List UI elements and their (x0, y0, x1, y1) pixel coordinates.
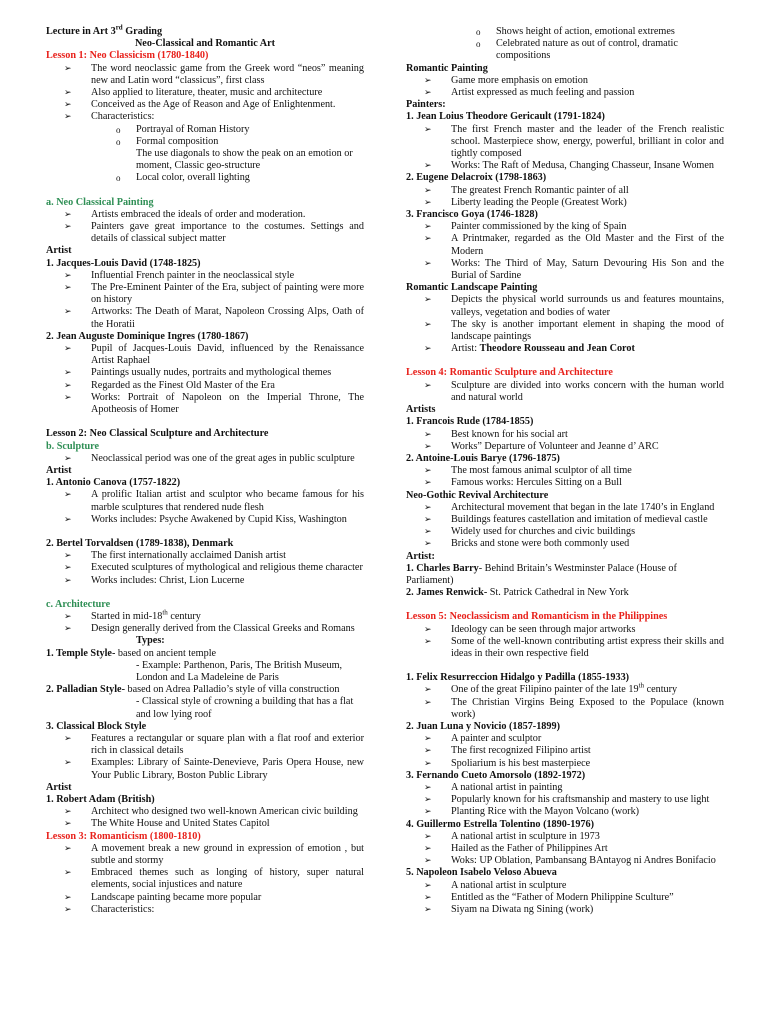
text-run: 1. Francois Rude (1784-1855) (406, 416, 534, 428)
bullet-item (46, 867, 364, 891)
subheading (46, 465, 364, 477)
bullet-item (46, 514, 364, 526)
bullet-item (406, 538, 724, 550)
text-run: Executed sculptures of mythological and religious theme character (91, 562, 363, 574)
left-column (46, 23, 364, 916)
text-run: Started in mid-18 (91, 610, 163, 622)
spacer (406, 355, 724, 367)
subheading (406, 209, 724, 221)
bullet-item (46, 63, 364, 87)
text-run: 5. Napoleon Isabelo Veloso Abueva (406, 867, 557, 879)
subheading (406, 172, 724, 184)
text-run: Romantic Painting (406, 62, 488, 74)
text-run: Characteristics: (91, 903, 155, 915)
spacer (406, 599, 724, 611)
text-run: 2. Bertel Torvaldsen (1789-1838), Denmark (46, 537, 234, 549)
spacer (46, 416, 364, 428)
text-run: A movement break a new ground in expression of emotion , but subtle and stormy (91, 842, 364, 866)
text-run: Landscape painting became more popular (91, 891, 262, 903)
subheading (46, 23, 364, 38)
bullet-item (46, 623, 364, 635)
sub-bullet-item (46, 124, 364, 136)
bullet-item (406, 624, 724, 636)
bullet-item (406, 87, 724, 99)
bullet-item (406, 465, 724, 477)
text-run: A painter and sculptor (451, 733, 542, 745)
text-run: Also applied to literature, theater, music and architecture (91, 87, 323, 99)
text-run: Lesson 4: Romantic Sculpture and Architecture (406, 367, 613, 379)
text-run: Embraced themes such as longing of history, super natural elements, social injustices and nature (91, 867, 364, 891)
bullet-item (46, 282, 364, 306)
text-run: Architectural movement that began in the late 1740’s in England (451, 501, 715, 513)
bullet-item (406, 904, 724, 916)
text-run: Formal composition (136, 135, 219, 147)
text-run: Bricks and stone were both commonly used (451, 538, 630, 550)
sub-bullet-item (406, 26, 724, 38)
text-run: 3. Fernando Cueto Amorsolo (1892-1972) (406, 769, 586, 781)
continuation-text (46, 148, 364, 172)
text-run: a. Neo Classical Painting (46, 196, 154, 208)
bullet-item (46, 99, 364, 111)
bullet-item (46, 818, 364, 830)
bullet-item (46, 221, 364, 245)
bullet-item (406, 75, 724, 87)
text-run: b. Sculpture (46, 440, 100, 452)
bullet-item (406, 221, 724, 233)
text-run: Influential French painter in the neoclassical style (91, 269, 295, 281)
text-run: Works: The Raft of Medusa, Changing Chasseur, Insane Women (451, 160, 714, 172)
text-run: Artist (46, 781, 72, 793)
subheading (406, 63, 724, 75)
text-run: A prolific Italian artist and sculptor who became famous for his marble sculptures that rendered nude flesh (91, 489, 364, 513)
text-run: Lecture in Art 3 (46, 26, 116, 37)
bullet-item (46, 111, 364, 123)
text-run: 3. Classical Block Style (46, 720, 147, 732)
bullet-item (406, 794, 724, 806)
text-run: Artist: (406, 550, 435, 562)
text-run: Depicts the physical world surrounds us and features mountains, valleys, vegetation and bodies of water (451, 294, 724, 318)
bullet-item (406, 733, 724, 745)
subheading (46, 258, 364, 270)
subheading (46, 331, 364, 343)
text-run: Lesson 3: Romanticism (1800-1810) (46, 830, 201, 842)
text-run: century (167, 610, 201, 622)
bullet-item (406, 758, 724, 770)
text-run: Shows height of action, emotional extremes (496, 26, 675, 37)
text-run: The White House and United States Capitol (91, 818, 270, 830)
bullet-item (406, 636, 724, 660)
text-run: Siyam na Diwata ng Sining (work) (451, 904, 594, 916)
text-run: Conceived as the Age of Reason and Age of Enlightenment. (91, 99, 336, 111)
bullet-item (46, 87, 364, 99)
text-run: The Pre-Eminent Painter of the Era, subject of painting were more on history (91, 282, 364, 306)
bullet-item (406, 843, 724, 855)
text-run: Architect who designed two well-known American civic building (91, 806, 358, 818)
text-run: The sky is another important element in shaping the mood of landscape paintings (451, 318, 724, 343)
sub-bullet-item (46, 172, 364, 184)
text-run: Hailed as the Father of Philippines Art (451, 843, 608, 854)
bullet-item (406, 343, 724, 355)
bullet-item (406, 124, 724, 161)
bullet-item (406, 526, 724, 538)
text-run: - Example: Parthenon, Paris, The British Museum, London and La Madeleine de Paris (136, 659, 343, 683)
text-run: A Printmaker, regarded as the Old Master and the First of the Modern (451, 233, 724, 257)
bullet-item (406, 258, 724, 282)
subheading (406, 819, 724, 831)
bullet-item (46, 904, 364, 916)
bullet-item (46, 575, 364, 587)
text-run: The first internationally acclaimed Danish artist (91, 550, 286, 562)
text-run: A national artist in sculpture in 1973 (451, 830, 600, 842)
subheading (406, 111, 724, 123)
indented-text (46, 635, 364, 647)
text-run: Paintings usually nudes, portraits and mythological themes (91, 367, 332, 379)
text-run: St. Patrick Cathedral in New York (487, 587, 629, 599)
bullet-item (406, 477, 724, 489)
text-run: The Christian Virgins Being Exposed to the Populace (known work) (451, 696, 724, 720)
bullet-item (406, 892, 724, 904)
bullet-item (406, 697, 724, 721)
text-run: Artists embraced the ideals of order and moderation. (91, 208, 306, 220)
text-run: 1. Jean Loius Theodore Gericault (1791-1824) (406, 111, 605, 123)
subheading (46, 38, 364, 50)
text-run: Woks: UP Oblation, Pambansang BAntayog ni Andres Bonifacio (451, 855, 716, 867)
text-run: Buildings features castellation and imitation of medieval castle (451, 513, 708, 525)
text-run: Artist: (451, 343, 480, 355)
subheading (406, 770, 724, 782)
bullet-item (406, 294, 724, 318)
bullet-item (406, 880, 724, 892)
superscript: rd (115, 23, 123, 32)
subheading (46, 721, 364, 733)
text-run: Pupil of Jacques-Louis David, influenced by the Renaissance Artist Raphael (91, 343, 364, 367)
bullet-item (406, 745, 724, 757)
text-run: 4. Guillermo Estrella Tolentino (1890-1976) (406, 818, 594, 830)
bullet-item (406, 855, 724, 867)
bullet-item (46, 209, 364, 221)
bullet-item (406, 831, 724, 843)
text-run: - Behind Britain’s Westminster Palace (House of Parliament) (406, 562, 677, 586)
subheading (406, 416, 724, 428)
text-run: based on ancient temple (115, 647, 217, 659)
text-run: 2. Antoine-Louis Barye (1796-1875) (406, 452, 560, 464)
bullet-item (46, 608, 364, 623)
text-run: Artist (46, 464, 72, 476)
text-run: 1. Robert Adam (British) (46, 793, 155, 805)
text-run: Famous works: Hercules Sitting on a Bull (451, 477, 622, 489)
text-run: Artist (46, 245, 72, 257)
text-run: 3. Francisco Goya (1746-1828) (406, 209, 538, 221)
bullet-item (406, 681, 724, 696)
text-run: Neoclassical period was one of the great ages in public sculpture (91, 452, 355, 464)
bullet-item (46, 453, 364, 465)
bullet-item (406, 197, 724, 209)
subheading (406, 99, 724, 111)
text-run: Artists (406, 404, 436, 416)
text-run: Works includes: Christ, Lion Lucerne (91, 574, 245, 586)
text-run: A national artist in sculpture (451, 879, 567, 891)
text-run: Design generally derived from the Classical Greeks and Romans (91, 623, 355, 635)
subheading (46, 428, 364, 440)
subheading (406, 453, 724, 465)
bullet-item (406, 514, 724, 526)
text-run: A national artist in painting (451, 781, 563, 793)
text-run: Local color, overall lighting (136, 172, 250, 184)
subheading (46, 538, 364, 550)
lesson-heading (46, 831, 364, 843)
text-run: The word neoclassic game from the Greek word “neos” meaning new and Latin word “classicus”, first class (91, 62, 364, 86)
bullet-item (46, 343, 364, 367)
superscript: th (638, 681, 645, 690)
bullet-item (406, 319, 724, 343)
text-run: 1. Felix Resurreccion Hidalgo y Padilla (1855-1933) (406, 672, 630, 684)
text-run: Celebrated nature as out of control, dramatic compositions (496, 38, 678, 62)
lesson-heading (46, 50, 364, 62)
sub-bullet-item (46, 136, 364, 148)
text-run: Game more emphasis on emotion (451, 74, 588, 86)
section-heading (46, 599, 364, 611)
section-heading (46, 441, 364, 453)
text-run: Artist expressed as much feeling and passion (451, 87, 635, 99)
bullet-item (46, 380, 364, 392)
bullet-item (46, 843, 364, 867)
text-run: Lesson 1: Neo Classicism (1780-1840) (46, 50, 209, 62)
bullet-item (406, 185, 724, 197)
text-run: Liberty leading the People (Greatest Work) (451, 196, 627, 208)
text-run: Some of the well-known contributing artist express their skills and ideas in their own respective field (451, 635, 724, 659)
text-run: One of the great Filipino painter of the late 19 (451, 684, 639, 696)
text-run: Types: (136, 635, 165, 647)
indented-text (46, 696, 364, 720)
bullet-item (46, 550, 364, 562)
bold-text: 2. James Renwick- (406, 587, 488, 599)
subheading (46, 245, 364, 257)
bold-text: 1. Temple Style- (46, 647, 116, 659)
text-run: Works” Departure of Volunteer and Jeanne d’ ARC (451, 440, 659, 452)
text-run: 2. Eugene Delacroix (1798-1863) (406, 172, 547, 184)
right-column (406, 26, 724, 916)
text-run: Neo-Classical and Romantic Art (134, 38, 276, 50)
text-run: Planting Rice with the Mayon Volcano (work) (451, 806, 640, 818)
text-run: Features a rectangular or square plan with a flat roof and exterior rich in classical details (91, 732, 364, 757)
bullet-item (406, 806, 724, 818)
spacer (46, 587, 364, 599)
text-run: The use diagonals to show the peak on an emotion or moment, Classic geo-structure (136, 148, 353, 172)
text-run: Widely used for churches and civic buildings (451, 526, 636, 538)
text-run: Spoliarium is his best masterpiece (451, 757, 591, 769)
text-run: Ideology can be seen through major artworks (451, 623, 636, 635)
superscript: th (162, 608, 168, 617)
text-line (406, 587, 724, 599)
bullet-item (406, 429, 724, 441)
text-run: Examples: Library of Sainte-Denevieve, Paris Opera House, new Your Public Library, Boston Public Library (91, 757, 364, 781)
subheading (406, 282, 724, 294)
text-run: Painter commissioned by the king of Spain (451, 221, 627, 233)
lesson-heading (406, 367, 724, 379)
sub-bullet-item (406, 38, 724, 62)
spacer (46, 526, 364, 538)
text-run: Entitled as the “Father of Modern Philippine Sculture” (451, 891, 674, 903)
bold-text: 1. Charles Barry (406, 562, 479, 574)
text-run: Neo-Gothic Revival Architecture (406, 489, 549, 501)
spacer (406, 660, 724, 672)
subheading (406, 551, 724, 563)
text-run: 1. Jacques-Louis David (1748-1825) (46, 257, 201, 269)
text-run: 2. Juan Luna y Novicio (1857-1899) (406, 720, 560, 732)
bold-text: Theodore Rousseau and Jean Corot (479, 343, 635, 355)
subheading (46, 477, 364, 489)
text-line (46, 648, 364, 660)
text-run: 1. Antonio Canova (1757-1822) (46, 477, 181, 489)
text-run: Sculpture are divided into works concern with the human world and natural world (451, 379, 724, 403)
bullet-item (46, 392, 364, 416)
text-run: 2. Jean Auguste Dominique Ingres (1780-1867) (46, 330, 249, 342)
text-line (46, 684, 364, 696)
bullet-item (46, 562, 364, 574)
text-run: century (644, 684, 678, 696)
text-run: Romantic Landscape Painting (406, 282, 538, 294)
text-run: Characteristics: (91, 111, 155, 123)
text-run: The most famous animal sculptor of all time (451, 465, 632, 477)
text-run: Portrayal of Roman History (136, 123, 250, 135)
bullet-item (46, 489, 364, 513)
text-run: The first French master and the leader of the French realistic school. Masterpiece show, energy, powerful, brilliant in color and tightly composed (451, 123, 724, 160)
text-run: Works: The Third of May, Saturn Devouring His Son and the Burial of Sardine (451, 257, 724, 282)
bullet-item (46, 270, 364, 282)
text-run: Artworks: The Death of Marat, Napoleon Crossing Alps, Oath of the Horatii (91, 306, 364, 330)
text-run: Popularly known for his craftsmanship and mastery to use light (451, 794, 710, 806)
bullet-item (406, 160, 724, 172)
subheading (406, 721, 724, 733)
bullet-item (46, 806, 364, 818)
subheading (46, 782, 364, 794)
text-run: Regarded as the Finest Old Master of the Era (91, 379, 275, 391)
lesson-heading (406, 611, 724, 623)
text-run: Painters: (406, 99, 446, 111)
subheading (406, 672, 724, 684)
subheading (406, 404, 724, 416)
bullet-item (46, 757, 364, 781)
bold-text: 2. Palladian Style- (46, 684, 125, 696)
text-run: Lesson 2: Neo Classical Sculpture and Architecture (46, 428, 269, 440)
text-run: Best known for his social art (451, 428, 568, 440)
text-run: Works: Portrait of Napoleon on the Imperial Throne, The Apotheosis of Homer (91, 391, 364, 416)
bullet-item (46, 733, 364, 757)
text-run: - Classical style of crowning a building that has a flat and low lying roof (136, 696, 354, 720)
bullet-item (406, 233, 724, 257)
bullet-item (46, 892, 364, 904)
text-run: Works includes: Psyche Awakened by Cupid Kiss, Washington (91, 513, 347, 525)
text-run: Grading (122, 26, 163, 37)
bullet-item (46, 306, 364, 330)
text-run: c. Architecture (46, 598, 111, 610)
subheading (46, 794, 364, 806)
bullet-item (46, 367, 364, 379)
bullet-item (406, 441, 724, 453)
bullet-item (406, 380, 724, 404)
text-run: The first recognized Filipino artist (451, 745, 591, 757)
text-line (406, 563, 724, 587)
text-run: The greatest French Romantic painter of all (451, 184, 629, 196)
indented-text (46, 660, 364, 684)
bullet-item (406, 782, 724, 794)
text-run: Lesson 5: Neoclassicism and Romanticism in the Philippines (406, 611, 668, 623)
section-heading (46, 197, 364, 209)
text-run: based on Adrea Palladio’s style of villa construction (124, 684, 340, 696)
subheading (406, 867, 724, 879)
spacer (46, 185, 364, 197)
subheading (406, 490, 724, 502)
bullet-item (406, 502, 724, 514)
text-run: Painters gave great importance to the costumes. Settings and details of classical subject matter (91, 221, 364, 245)
